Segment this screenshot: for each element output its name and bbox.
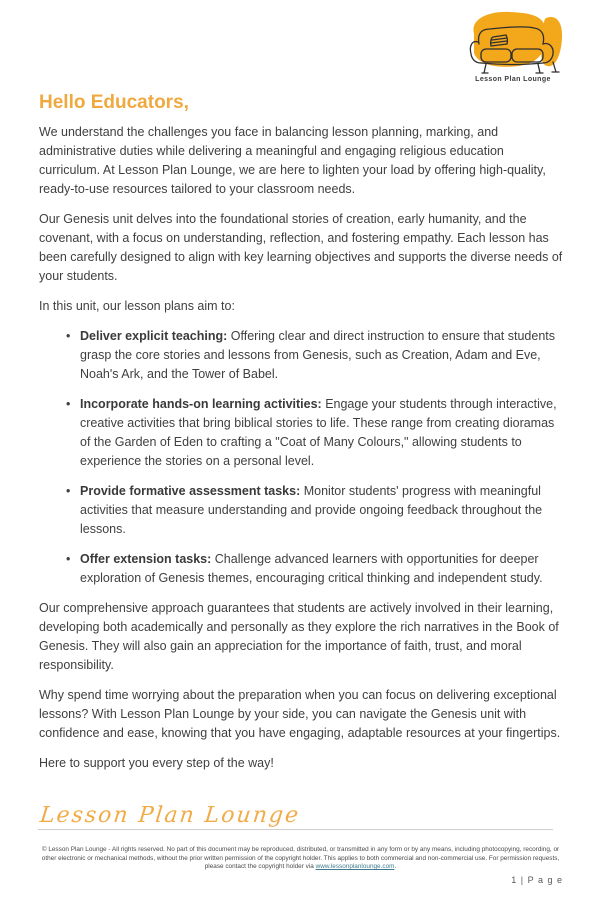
letter-body xyxy=(38,92,563,828)
copyright-text: © Lesson Plan Lounge - All rights reserved. No part of this document may be reproduced, distributed, or transmitted in any form or by any means, including photocopying, recording, or other electronic or mechanical methods, without the prior written permission of the copyright holder. This applies to both commercial and non-commercial use. For permission requests, please contact the copyright holder via xyxy=(41,846,560,870)
paragraph-closing-1: Our comprehensive approach guarantees that students are actively involved in their learning, developing both academically and personally as they explore the rich narratives in the Book of Genesis. They will also gain an appreciation for the importance of faith, trust, and moral responsibility. xyxy=(39,601,559,672)
page-footer xyxy=(38,829,563,885)
bullet-text: Monitor students' progress with meaningful activities that measure understanding and provide ongoing feedback throughout the lessons. xyxy=(80,484,543,536)
lesson-plan-lounge-logo xyxy=(458,6,568,83)
footer-divider xyxy=(38,829,553,830)
paragraph-intro-2: Our Genesis unit delves into the foundational stories of creation, early humanity, and the covenant, with a focus on understanding, reflection, and fostering empathy. Each lesson has been carefully designed to align with key learning objectives and supports the diverse needs of your students. xyxy=(39,212,563,283)
list-item xyxy=(66,482,563,539)
paragraph-closing-2: Why spend time worrying about the preparation when you can focus on delivering exceptional lessons? With Lesson Plan Lounge by your side, you can navigate the Genesis unit with confidence and ease, knowing that you have engaging, adaptable resources at your fingertips. xyxy=(39,688,561,740)
paragraph-closing-3: Here to support you every step of the way! xyxy=(39,756,274,770)
copyright-text-suffix: . xyxy=(394,863,397,870)
page-number: 1 | P a g e xyxy=(511,874,563,885)
paragraph-intro-1: We understand the challenges you face in balancing lesson planning, marking, and administrative duties while delivering a meaningful and engaging religious education curriculum. At Lesson Plan Lounge, we are here to lighten your load by offering high-quality, ready-to-use resources tailored to your classroom needs. xyxy=(39,125,546,196)
website-link[interactable]: www.lessonplanlounge.com xyxy=(315,863,395,870)
greeting-heading: Hello Educators, xyxy=(39,92,189,113)
lesson-aims-list xyxy=(39,327,563,588)
list-item xyxy=(66,550,563,588)
bullet-lead: Incorporate hands-on learning activities: xyxy=(80,397,322,411)
couch-with-books-icon xyxy=(458,6,568,78)
paragraph-aims-intro: In this unit, our lesson plans aim to: xyxy=(39,299,235,313)
signature-script: Lesson Plan Lounge xyxy=(38,803,302,828)
list-item xyxy=(66,327,563,384)
bullet-text: Challenge advanced learners with opportunities for deeper exploration of Genesis themes, encouraging critical thinking and independent study. xyxy=(80,552,543,585)
bullet-text: Engage your students through interactive, creative activities that bring biblical stories to life. These range from creating dioramas of the Garden of Eden to crafting a "Coat of Many Colours," allowing students to experience the stories on a personal level. xyxy=(80,397,557,468)
bullet-lead: Deliver explicit teaching: xyxy=(80,329,228,343)
bullet-lead: Provide formative assessment tasks: xyxy=(80,484,301,498)
copyright-notice xyxy=(38,846,563,872)
list-item xyxy=(66,395,563,471)
bullet-lead: Offer extension tasks: xyxy=(80,552,212,566)
logo-wordmark: Lesson Plan Lounge xyxy=(475,76,551,83)
bullet-text: Offering clear and direct instruction to ensure that students grasp the core stories and lessons from Genesis, such as Creation, Adam and Eve, Noah's Ark, and the Tower of Babel. xyxy=(80,329,556,381)
